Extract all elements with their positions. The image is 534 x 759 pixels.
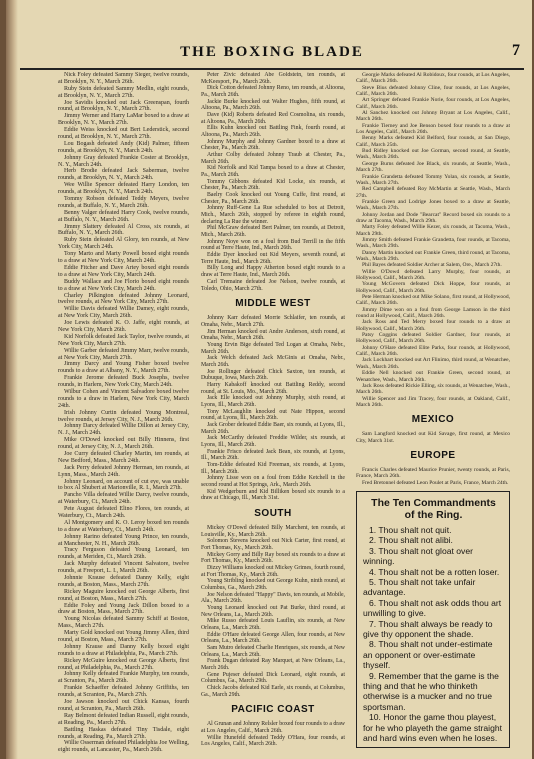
fight-result: Benny Marks defeated Kid Belford, four rounds, at San Diego, Calif., March 25th. (356, 135, 510, 148)
fight-result: Young Ervin Bige defeated Ted Logan at Omaha, Nebr., March 26th. (201, 341, 345, 355)
fight-result: Mickey Gorry and Billy Ray boxed six rounds to a draw at Fort Thomas, Ky., March 26th. (201, 551, 345, 565)
fight-result: Jack Ross defeated Rickie Elling, six rounds, at Wenatchee, Wash., March 26th. (356, 382, 510, 396)
fight-result: Eddie Fitcher and Dave Artey boxed eight rounds to a draw at New York City, March 24th. (58, 264, 189, 278)
commandment-item: 8. Thou shalt not under-estimate an opponent or over-estimate thyself. (363, 639, 493, 671)
section-heading-mexico: MEXICO (411, 414, 455, 426)
fight-result: Willie Hunefeld defeated Teddy O'Hara, four rounds, at Los Angeles, Calif., March 26th. (201, 734, 345, 748)
fight-result: Steve Bius defeated Johnny Cline, four rounds, at Los Angeles, Calif., March 26th. (356, 84, 510, 98)
commandment-item: 7. Thou shalt always be ready to give thy opponent the shade. (363, 618, 493, 639)
fight-result: Willie Garber defeated Jimmy Marr, twelve rounds, at New York City, March 27th. (58, 347, 189, 361)
commandments-list (363, 525, 504, 744)
fight-result: Frank Dugan defeated Ray Marquet, at New Orleans, La., March 26th. (201, 658, 345, 672)
fight-result: Wee Willie Spencer defeated Harry London, ten rounds, at Brooklyn, N. Y., March 24th. (58, 182, 189, 196)
magazine-page (6, 0, 532, 759)
fight-result: Willie O'Dowd defeated Larry Murphy, four rounds, at Hollywood, Calif., March 26th. (356, 268, 510, 281)
fight-result: Al Sanchez knocked out Johnny Bryant at Los Angeles, Calif., March 26th. (356, 110, 510, 123)
fight-result: Young Nicolas defeated Sammy Schiff at Boston, Mass., March 27th. (58, 616, 189, 630)
fight-result: Francis Charles defeated Maurice Prunier, twenty rounds, at Paris, France, March 26th. (356, 466, 510, 480)
fight-result: Mickey O'Dowd defeated Billy Marchent, ten rounds, at Louisville, Ky., March 26th. (201, 524, 345, 538)
fight-result: Phil Bayes defeated Soldier Archer at Salem, Ore., March 27th. (362, 262, 502, 269)
results-list-continued (201, 72, 345, 292)
fight-result: Frankie Frisco defeated Jack Bean, six rounds, at Lyons, Ill., March 26th. (201, 448, 345, 462)
fight-result: Jack Grober defeated Eddie Baer, six rounds, at Lyons, Ill., March 26th. (201, 421, 345, 435)
fight-result: Jack Ross and Ted Merry boxed four rounds to a draw at Hollywood, Calif., March 26th. (356, 319, 510, 332)
fight-result: Marty Gold knocked out Young Jimmy Allen, third round, at Boston, Mass., March 27th. (58, 630, 189, 644)
fight-result: Young Stribling knocked out George Kuhn, ninth round, at Columbus, Ga., March 29th. (201, 578, 345, 592)
fight-result: Solomon Stevens knocked out Nick Carter, first round, at Fort Thomas, Ky., March 26th. (201, 538, 345, 551)
fight-result: Johnny Murphy and Johnny Gardner boxed to a draw at Chester, Pa., March 26th. (201, 138, 345, 152)
fight-result: Tom-Eddie defeated Kid Freeman, six rounds, at Lyons, Ill., March 26th. (201, 461, 345, 475)
section-heading-south: SOUTH (254, 507, 292, 519)
fight-result: Eddie Foley and Young Jack Dillon boxed to a draw at Boston, Mass., March 27th. (58, 602, 189, 616)
fight-result: George Burns defeated Joe Black, six rounds, at Seattle, Wash., March 27th. (356, 160, 510, 174)
section-heading-pacific-coast: PACIFIC COAST (231, 704, 315, 716)
fight-result: Danny Martin knocked out Frankie Green, third round, at Tacoma, Wash., March 29th. (356, 249, 510, 262)
fight-result: Pete August defeated Elino Flores, ten rounds, at Waterbury, Ct., March 24th. (58, 506, 189, 519)
fight-result: Willie Osserman defeated Philadelphia Joe Welling, eight rounds, at Lancaster, Pa., March 26th. (58, 740, 189, 754)
commandment-item: 2. Thou shalt not alibi. (369, 535, 453, 546)
fight-result: Sam Mutro defeated Charlie Henriques, six rounds, at New Orleans, La., March 26th. (201, 645, 345, 658)
fight-result: Rickey Maguire knocked out George Alberts, first round, at Boston, Mass., March 27th. (58, 588, 189, 602)
fight-result: Jimmy Darcy and Young Fisher boxed twelve rounds to a draw at Albany, N. Y., March 27th. (58, 361, 189, 375)
fight-result: Gene Pujeser defeated Dick Leonard, eight rounds, at Columbus, Ga., March 29th. (201, 671, 345, 685)
fight-result: Patsy Coggins defeated Soldier Gardner, four rounds, at Hollywood, Calif., March 26th. (356, 332, 510, 345)
fight-result: Joe Savidis knocked out Jack Greenspan, fourth round, at Brooklyn, N. Y., March 27th. (58, 99, 189, 113)
commandment-item: 3. Thou shalt not gloat over winning. (363, 545, 473, 567)
fight-result: Herb Brodie defeated Jack Saberman, twelve rounds, at Brooklyn, N. Y., March 24th. (58, 168, 189, 182)
fight-result: Mike O'Dowd knocked out Billy Hinnens, first round, at Jersey City, N. J., March 26th. (58, 437, 189, 451)
fight-result: Jack Welch defeated Jack McGinis at Omaha, Nebr., March 26th. (201, 355, 345, 368)
fight-result: Frankie Schaeffer defeated Johnny Griffiths, ten rounds, at Scranton, Pa., March 27th. (58, 685, 189, 699)
fight-result: Peter Zivic defeated Abe Goldstein, ten rounds, at McKeesport, Pa., March 26th. (201, 72, 345, 85)
fight-result: Benny Valger defeated Harry Cook, twelve rounds, at Buffalo, N. Y., March 26th. (58, 209, 189, 223)
commandment-item: 9. Remember that the game is the thing and that he who thinketh otherwise is a mucker and no true sportsman. (363, 670, 499, 712)
fight-result: Billy Long and Happy Atherton boxed eight rounds to a draw at Terre Haute, Ind., March 26th. (201, 265, 345, 279)
commandment-item: 5. Thou shalt not take unfair advantage. (363, 576, 476, 598)
commandment-item: 6. Thou shalt not ask odds thou art unwilling to give. (363, 597, 502, 619)
fight-result: Willie Davis defeated Willie Damey, eight rounds, at New York City, March 26th. (58, 306, 189, 320)
fight-result: Johnny Lisse won on a foul from Eddie Ketchell in the second round at Hot Springs, Ark., March 26th. (201, 475, 345, 488)
fight-result: Dave (Kid) Roberts defeated Red Cosmolina, six rounds, at Altoona, Pa., March 26th. (201, 112, 345, 125)
fight-result: Pancho Villa defeated Willie Darcy, twelve rounds, at Waterbury, Ct., March 24th. (58, 492, 189, 506)
ten-commandments-box (356, 491, 510, 749)
page-binding-shadow (6, 0, 18, 759)
fight-result: Sam Langford knocked out Kid Savage, first round, at Mexico City, March 31st. (356, 431, 510, 444)
fight-result: Dick Cotton defeated Johnny Reno, ten rounds, at Altoona, Pa., March 26th. (201, 85, 345, 99)
fight-result: Joe Nelson defeated "Happy" Davis, ten rounds, at Mobile, Ala., March 26th. (201, 591, 345, 605)
fight-result: Frankie Tierney and Joe Benson boxed four rounds to a draw at Los Angeles, Calif., March 26th. (356, 122, 510, 136)
fight-result: Jack Perry defeated Johnny Herman, ten rounds, at Lynn, Mass., March 24th. (58, 464, 189, 478)
fight-result: Johnny Noye won on a foul from Bud Terrill in the fifth round at Terre Haute, Ind., March 26th. (201, 238, 345, 252)
commandments-title (363, 497, 504, 522)
fight-result: Joe Jawson knocked out Chick Kansas, fourth round, at Scranton, Pa., March 26th. (58, 699, 189, 712)
fight-result: Jack Murphy defeated Vincent Salvatore, twelve rounds, at Freeport, L. I., March 26th. (58, 561, 189, 575)
commandments-title-line2: of the Ring. (404, 509, 463, 522)
fight-result: Ruby Stein defeated Al Glory, ten rounds, at New York City, March 24th. (58, 237, 189, 251)
fight-result: Arthur Colby defeated Johnny Traub at Chester, Pa., March 26th. (201, 152, 345, 165)
column-middle (201, 72, 345, 754)
fight-result: Joe Rollinger defeated Chick Saxton, ten rounds, at Dubuque, Iowa, March 26th. (201, 368, 345, 382)
fight-result: Frankie Grandetta defeated Tommy Yolan, six rounds, at Seattle, Wash., March 27th. (356, 173, 510, 186)
commandments-title-line1: The Ten Commandments (371, 496, 496, 509)
fight-result: Al Grunan and Johnny Relsler boxed four rounds to a draw at Los Angeles, Calif., March 26th. (201, 721, 345, 735)
fight-result: Joe Lewis defeated K. O. Jaffe, eight rounds, at New York City, March 26th. (58, 320, 189, 333)
fight-result: Tommy Robson defeated Teddy Meyers, twelve rounds, at Buffalo, N. Y., March 26th. (58, 196, 189, 209)
fight-result: Joe Curry defeated Charley Martin, ten rounds, at New Bedford, Mass., March 24th. (58, 450, 189, 464)
fight-result: Johnnie Krause defeated Danny Kelly, eight rounds, at Boston, Mass., March 27th. (58, 575, 189, 588)
fight-result: Pete Herman knocked out Mike Solano, first round, at Hollywood, Calif., March 26th. (356, 294, 510, 307)
fight-result: Johnny Gray defeated Frankie Coster at Brooklyn, N. Y., March 24th. (58, 154, 189, 168)
fight-result: Eddie Dyer knocked out Kid Meyers, seventh round, at Terre Haute, Ind., March 26th. (201, 252, 345, 265)
fight-result: Jimmy Werner and Harry LaMar boxed to a draw at Brooklyn, N. Y., March 27th. (58, 113, 189, 127)
fight-result: Ray Belmont defeated Indian Russell, eight rounds, at Reading, Pa., March 27th. (58, 712, 189, 726)
fight-result: Johnny Rarino defeated Young Prince, ten rounds, at Manchester, N. H., March 26th. (58, 533, 189, 547)
section-heading-middle-west: MIDDLE WEST (235, 298, 311, 310)
fight-result: Jimmy Dime won on a foul from George Lamson in the third round at Hollywood, Calif., March 26th. (356, 306, 510, 320)
fight-result: Johnny Kelly defeated Frankie Murphy, ten rounds, at Scranton, Pa., March 26th. (58, 671, 189, 685)
fight-result: Jack McCarthy defeated Freddie Wilder, six rounds, at Lyons, Ill., March 26th. (201, 435, 345, 448)
fight-result: Johnny Karr defeated Morrie Schlaifer, ten rounds, at Omaha, Nebr., March 27th. (201, 315, 345, 328)
results-list-east (58, 72, 189, 754)
fight-result: Johnny O'Hare defeated Elite Parks, four rounds, at Hollywood, Calif., March 26th. (356, 344, 510, 358)
page-header (20, 40, 524, 70)
fight-result: Tony Marto and Marty Powell boxed eight rounds to a draw at New York City, March 24th. (58, 251, 189, 265)
section-heading-europe: EUROPE (410, 449, 456, 461)
fight-result: Battling Haskas defeated Tiny Tisdale, eight rounds, at Reading, Pa., March 27th. (58, 726, 189, 740)
fight-result: Kid Norfolk defeated Jack Taylor, twelve rounds, at New York City, March 27th. (58, 333, 189, 347)
fight-result: Tommy Gibbons defeated Kid Locke, six rounds, at Chester, Pa., March 26th. (201, 178, 345, 192)
fight-result: Baelry Cook knocked out Young Cuffe, first round, at Chester, Pa., March 26th. (201, 192, 345, 205)
fight-result: Frankie Green and Lodrige Jones boxed to a draw at Seattle, Wash., March 27th. (356, 198, 510, 212)
fight-result: Buddy Wallace and Joe Florio boxed eight rounds to a draw at New York City, March 24th. (58, 278, 189, 292)
fight-result: Ellis Kuhn knocked out Battling Fink, fourth round, at Altoona, Pa., March 26th. (201, 125, 345, 139)
fight-result: Johnny Krause and Danny Kelly boxed eight rounds to a draw at Philadelphia, Pa., March 27th. (58, 643, 189, 657)
fight-result: Jimmy Slattery defeated Al Cross, six rounds, at Buffalo, N. Y., March 26th. (58, 223, 189, 237)
commandment-item: 1. Thou shalt not quit. (369, 524, 452, 535)
fight-result: Johnny Leonard, on account of cut eye, was unable to box Al Shubert at Marionville, R. I., March 27th. (58, 478, 189, 492)
fight-result: Lou Bogash defeated Andy (Kid) Palmer, fifteen rounds, at Brooklyn, N. Y., March 24th. (58, 140, 189, 154)
fight-result: Johnny Jordan and Dode "Bearcat" Record boxed six rounds to a draw at Tacoma, Wash., March 29th. (356, 211, 510, 224)
fight-result: Willie Spencer and Jim Tracey, four rounds, at Oakland, Calif., March 26th. (356, 395, 510, 408)
fight-result: Art Springer defeated Frankie Norie, four rounds, at Los Angeles, Calif., March 26th. (356, 97, 510, 110)
fight-result: Jim Herman knocked out Andre Anderson, sixth round, at Omaha, Nebr., March 26th. (201, 328, 345, 342)
fight-result: Kid Norfolk and Kid Tampa boxed to a draw at Chester, Pa., March 26th. (201, 165, 345, 179)
results-list-europe (356, 467, 510, 486)
fight-result: Eddie O'Hare defeated George Allen, four rounds, at New Orleans, La., March 26th. (201, 631, 345, 645)
fight-result: Rickey McGuire knocked out George Alberts, first round, at Philadelphia, Pa., March 27th. (58, 657, 189, 671)
results-list-middle-west (201, 315, 345, 502)
fight-result: Johnny Ruff-Gene La Rue scheduled to box at Detroit, Mich., March 26th, stopped by referee in eighth round, declaring La Rue the winner. (201, 205, 345, 225)
commandment-item: 4. Thou shalt not be a rotten loser. (369, 566, 500, 577)
fight-result: Dizzy Williams knocked out Mickey Grimes, fourth round, at Fort Thomas, Ky., March 26th. (201, 565, 345, 578)
fight-result: Bud Ridley knocked out Joe Gorman, second round, at Seattle, Wash., March 26th. (356, 148, 510, 161)
fight-result: Kid Wedgerburn and Kid Billiken boxed six rounds to a draw at Chicago, Ill., March 31st. (201, 488, 345, 502)
fight-result: Red Campbell defeated Roy McMartin at Seattle, Wash., March 27th. (356, 186, 510, 199)
fight-result: Young Leonard knocked out Pat Burke, third round, at New Orleans, La., March 26th. (201, 605, 345, 618)
page-number: 7 (512, 42, 520, 59)
masthead-title: THE BOXING BLADE (180, 44, 364, 60)
fight-result: Jack Lockhart knocked out Art Flinimo, third round, at Wenatchee, Wash., March 26th. (356, 357, 510, 370)
fight-result: Frankie Jerome defeated Buck Josephs, twelve rounds, in Harlem, New York City, March 24th. (58, 375, 189, 389)
fight-result: Jimmy Smith defeated Frankie Grandetta, four rounds, at Tacoma, Wash., March 29th. (356, 236, 510, 250)
fight-result: Carl Tremaine defeated Joe Nelson, twelve rounds, at Toledo, Ohio, March 27th. (201, 278, 345, 292)
fight-result: Tony McLaughlin knocked out Nate Hippon, second round, at Lyons, Ill., March 26th. (201, 408, 345, 422)
column-left (58, 72, 189, 754)
fight-result: Harry Kabakoff knocked out Battling Reddy, second round, at St. Louis, Mo., March 26th. (201, 381, 345, 395)
results-list-pacific-coast (201, 721, 345, 748)
fight-result: Marty Foley defeated Willie Kezer, six rounds, at Tacoma, Wash., March 29th. (356, 224, 510, 237)
results-list-pacific-continued (356, 72, 510, 408)
fight-result: Charley Pilkington defeated Johnny Leonard, twelve rounds, at New York City, March 27th. (58, 292, 189, 306)
results-list-mexico (356, 431, 510, 444)
fight-result: Phil McGraw defeated Bert Palmer, ten rounds, at Detroit, Mich., March 26th. (201, 225, 345, 239)
fight-result: Jackie Burke knocked out Walter Hughes, fifth round, at Altoona, Pa., March 26th. (201, 98, 345, 112)
fight-result: Fred Bretonnel defeated Leon Poulet at Paris, France, March 24th. (362, 479, 509, 486)
column-right (356, 72, 510, 754)
fight-result: Irish Johnny Curtin defeated Young Montreal, twelve rounds, at Jersey City, N. J., March 26th. (58, 409, 189, 423)
fight-result: Eddie Nell knocked out Frankie Green, second round, at Wenatchee, Wash., March 26th. (356, 370, 510, 383)
fight-result: Nick Foley defeated Sammy Sieger, twelve rounds, at Brooklyn, N. Y., March 26th. (58, 72, 189, 85)
fight-result: Georgie Marks defeated Al Robidoux, four rounds, at Los Angeles, Calif., March 26th. (356, 72, 510, 85)
commandment-item: 10. Honor the game thou playest, for he who playeth the game straight and hard wins even when he loses. (363, 712, 503, 744)
fight-result: Johnny Darcy defeated Willie Dillon at Jersey City, N. J., March 24th. (58, 423, 189, 437)
fight-result: Wilbur Cohen and Vincent Salvadore boxed twelve rounds to a draw in Harlem, New York City, March 24th. (58, 388, 189, 409)
fight-result: Chick Jacobs defeated Kid Earle, six rounds, at Columbus, Ga., March 29th. (201, 685, 345, 698)
fight-result: Jack Elle knocked out Johnny Murphy, sixth round, at Lyons, Ill., March 26th. (201, 395, 345, 408)
fight-result: Tracy Ferguson defeated Young Leonard, ten rounds, at Meriden, Ct., March 26th. (58, 547, 189, 561)
fight-result: Eddie Weiss knocked out Bert Lederstick, second round, at Brooklyn, N. Y., March 27th. (58, 127, 189, 141)
results-list-south (201, 525, 345, 698)
fight-result: Al Montgomery and K. O. Leroy boxed ten rounds to a draw at Waterbury, Ct., March 24th. (58, 519, 189, 533)
fight-result: Ruby Stein defeated Sammy Medlin, eight rounds, at Brooklyn, N. Y., March 27th. (58, 85, 189, 99)
fight-result: Mike Russo defeated Louis Lauflin, six rounds, at New Orleans, La., March 26th. (201, 618, 345, 632)
fight-result: Young McGovern defeated Dick Hoppe, four rounds, at Hollywood, Calif., March 26th. (356, 281, 510, 294)
